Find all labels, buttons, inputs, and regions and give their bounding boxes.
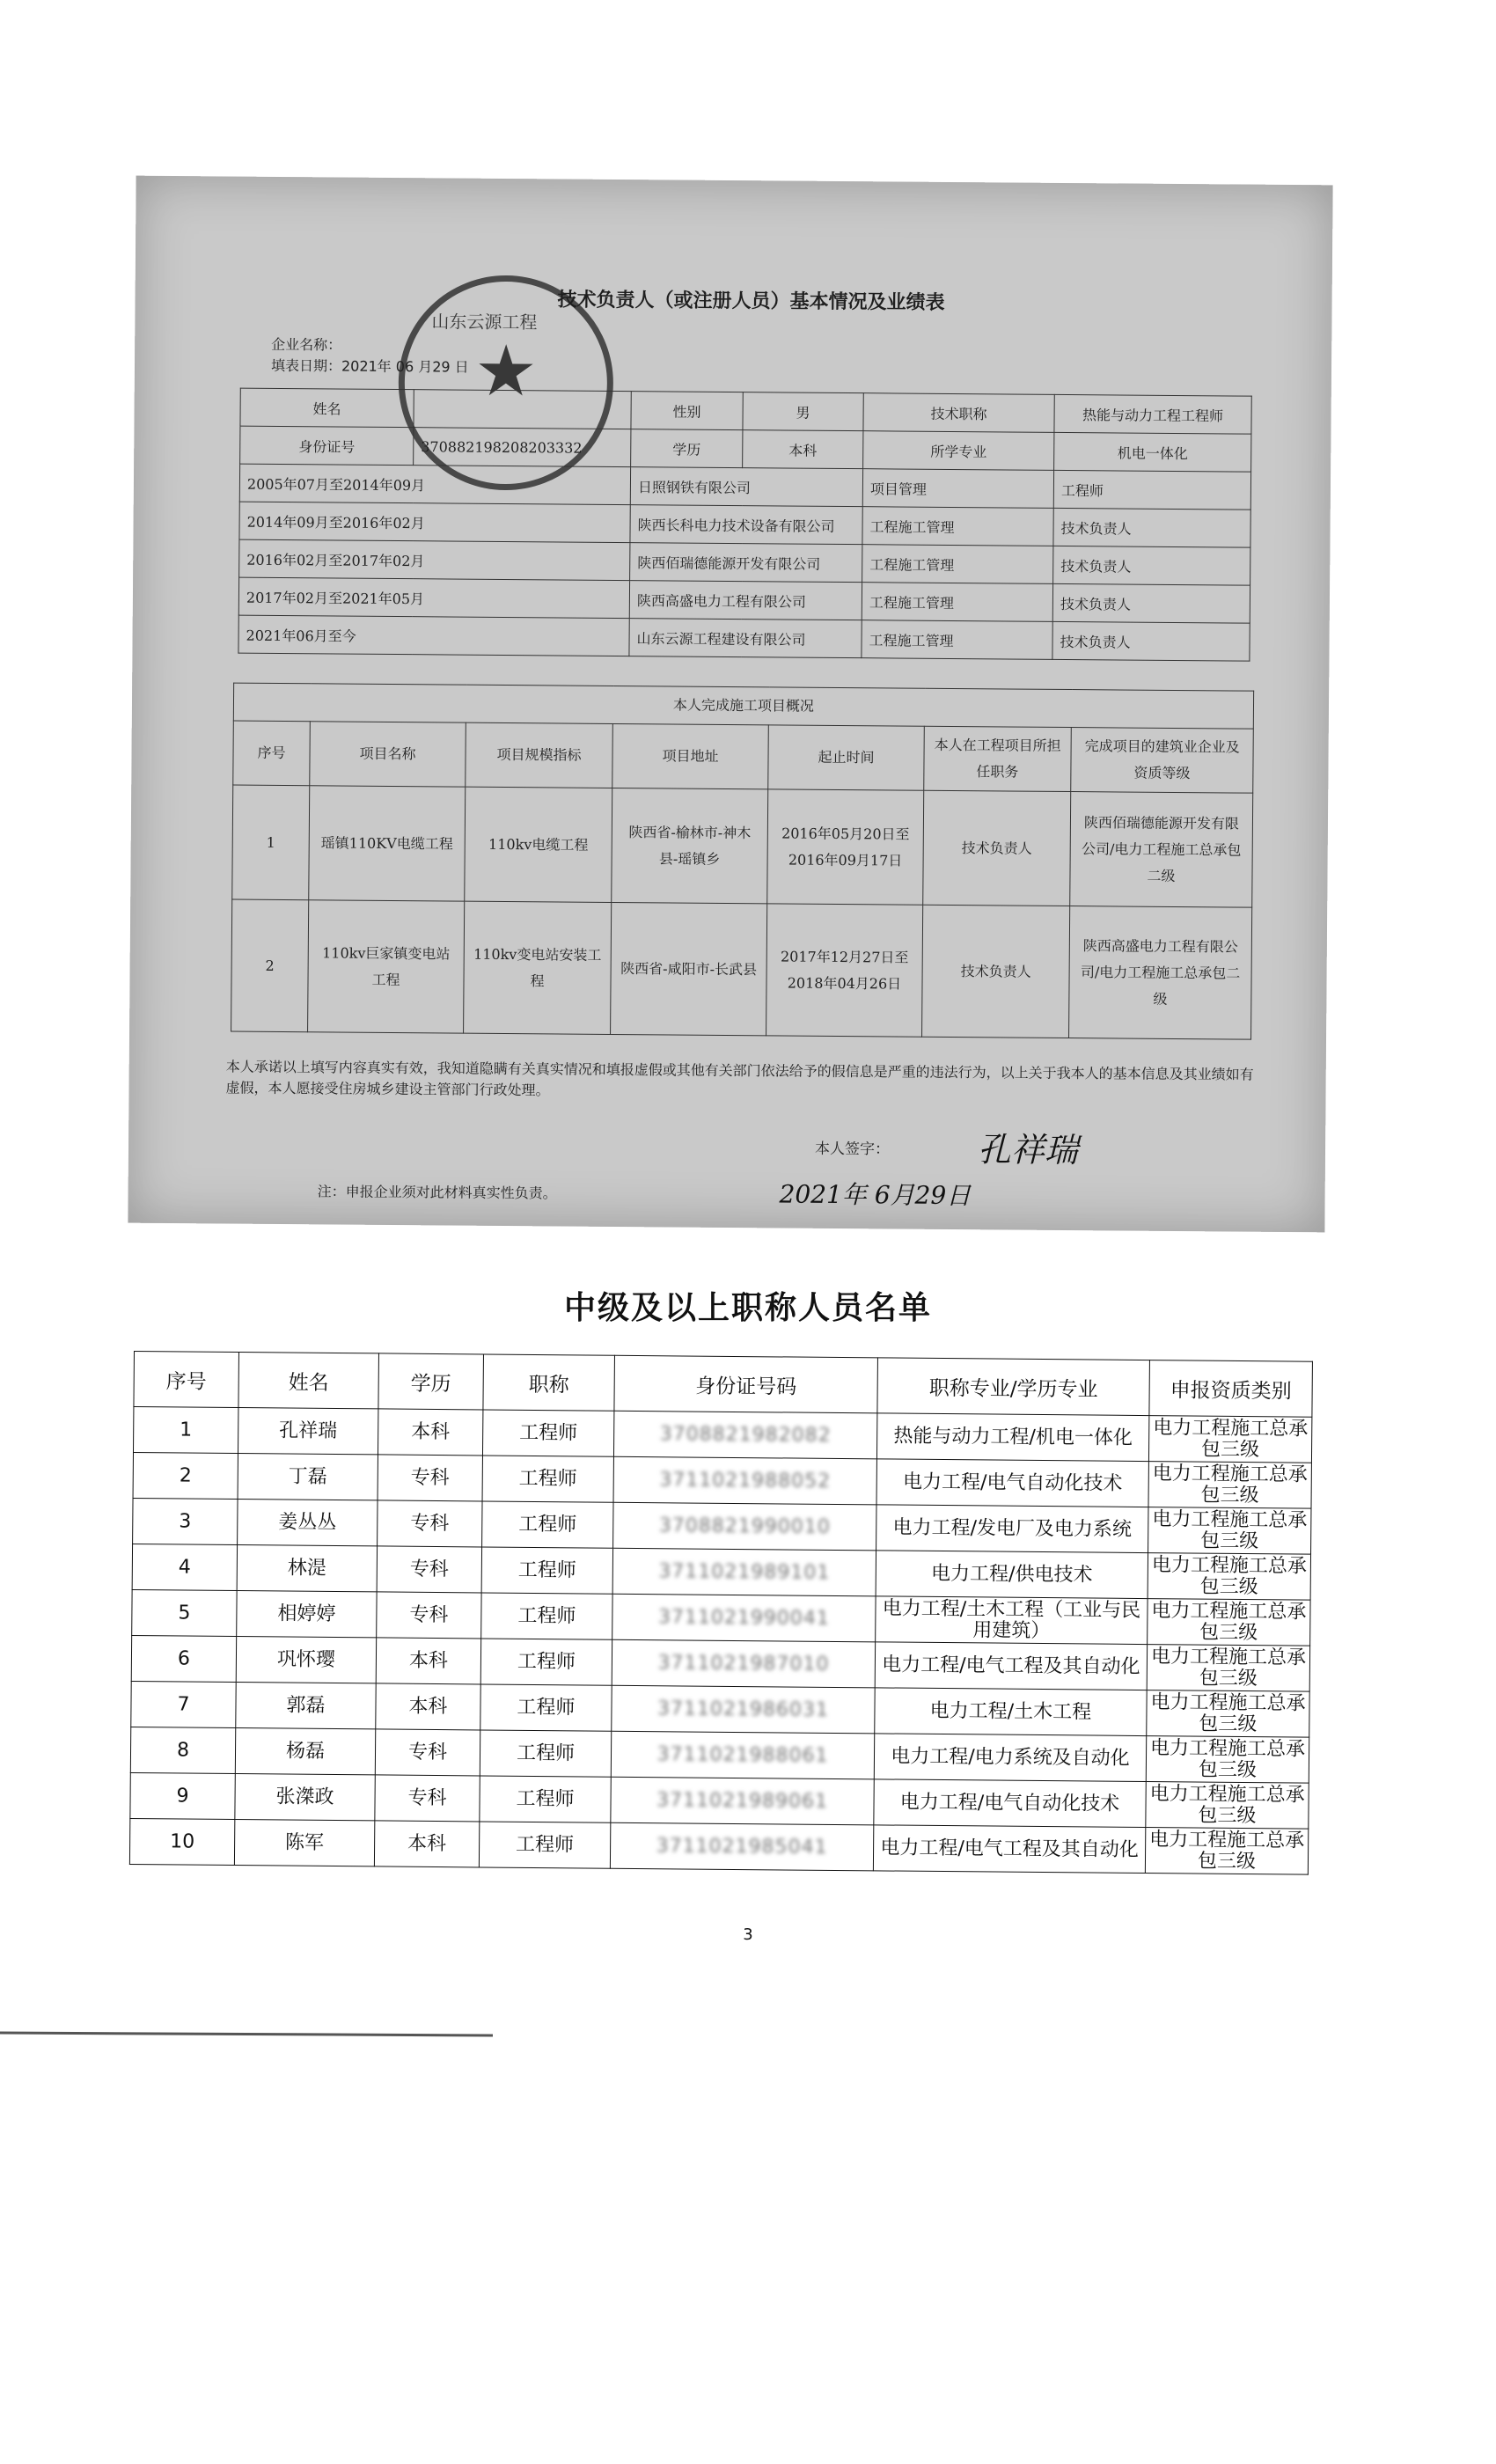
row-edu: 本科 [378,1409,482,1456]
title-label: 技术职称 [863,393,1054,433]
table-row [129,1818,1308,1874]
row-id-redacted: 3711021985041 [610,1822,873,1871]
name-label: 姓名 [240,388,414,428]
name-value [414,390,631,429]
major-label: 所学专业 [863,431,1054,471]
row-edu: 专科 [377,1592,481,1639]
row-edu: 本科 [374,1821,479,1867]
project-role: 技术负责人 [923,790,1071,906]
row-category: 电力工程施工总承包三级 [1145,1828,1308,1875]
row-title: 工程师 [482,1501,613,1548]
project-time: 2017年12月27日至2018年04月26日 [766,904,923,1037]
row-category: 电力工程施工总承包三级 [1148,1553,1310,1601]
career-company: 陕西佰瑞德能源开发有限公司 [630,543,862,583]
row-major: 热能与动力工程/机电一体化 [876,1413,1148,1462]
row-id-redacted: 3708821982082 [613,1411,876,1459]
col-header: 序号 [233,721,311,786]
col-header: 职称专业/学历专业 [877,1358,1150,1416]
header-row [134,1352,1312,1418]
project-name: 110kv巨家镇变电站工程 [308,900,465,1033]
project-scale: 110kv电缆工程 [465,787,612,902]
career-company: 陕西高盛电力工程有限公司 [629,581,862,620]
row-name: 孔祥瑞 [238,1408,378,1455]
row-major: 电力工程/电气工程及其自动化 [875,1642,1147,1690]
career-row [238,615,1250,661]
row-id-redacted: 3711021987010 [612,1639,875,1688]
row-major: 电力工程/电气自动化技术 [876,1459,1148,1507]
form-title: 技术负责人（或注册人员）基本情况及业绩表 [557,288,945,314]
footnote: 注：申报企业须对此材料真实性负责。 [317,1183,557,1202]
row-edu: 本科 [376,1638,480,1684]
row-title: 工程师 [481,1547,612,1594]
info-table [238,388,1251,662]
row-name: 陈军 [234,1820,374,1866]
col-header: 学历 [378,1353,484,1410]
row-id-redacted: 3708821990010 [613,1502,876,1551]
list-title: 中级及以上职称人员名单 [563,1290,932,1326]
project-role: 技术负责人 [922,905,1070,1038]
career-period: 2017年02月至2021年05月 [238,577,629,618]
edu-value: 本科 [743,430,863,469]
row-title: 工程师 [480,1730,611,1777]
row-name: 相婷婷 [237,1591,377,1638]
row-edu: 专科 [378,1455,482,1501]
row-title: 工程师 [482,1456,613,1502]
row-no: 8 [130,1727,235,1773]
row-no: 10 [129,1818,234,1865]
gender-label: 性别 [631,392,743,430]
row-name: 张滐政 [235,1774,375,1821]
id-value: 370882198208203332 [414,428,631,467]
career-dept: 项目管理 [862,469,1053,509]
career-dept: 工程施工管理 [862,507,1053,546]
col-header: 本人在工程项目所担任职务 [924,726,1072,791]
row-edu: 专科 [375,1729,480,1776]
row-id-redacted: 3711021990041 [612,1594,876,1642]
project-company: 陕西高盛电力工程有限公司/电力工程施工总承包二级 [1069,906,1252,1040]
row-major: 电力工程/发电厂及电力系统 [876,1505,1148,1553]
row-edu: 本科 [376,1683,480,1730]
project-no: 1 [232,785,310,900]
col-header: 序号 [134,1352,239,1408]
sign-date: 2021年 6月29日 [779,1179,972,1211]
career-role: 技术负责人 [1053,546,1250,585]
seal-star-icon: ★ [473,329,539,413]
row-category: 电力工程施工总承包三级 [1148,1462,1311,1509]
career-dept: 工程施工管理 [862,583,1052,622]
major-value: 机电一体化 [1054,432,1251,472]
row-name: 姜丛丛 [238,1500,378,1546]
row-category: 电力工程施工总承包三级 [1147,1645,1309,1692]
career-dept: 工程施工管理 [862,620,1052,660]
row-name: 巩怀璎 [236,1637,376,1683]
row-no: 6 [131,1635,236,1682]
row-category: 电力工程施工总承包三级 [1148,1599,1310,1646]
row-id-redacted: 3711021989101 [612,1548,876,1596]
row-name: 丁磊 [238,1454,378,1500]
career-period: 2021年06月至今 [238,615,629,656]
project-address: 陕西省-咸阳市-长武县 [611,902,767,1035]
career-company: 山东云源工程建设有限公司 [629,619,862,658]
col-header: 姓名 [238,1353,379,1409]
project-no: 2 [231,899,309,1032]
col-header: 申报资质类别 [1149,1360,1313,1418]
row-id-redacted: 3711021986031 [612,1685,875,1734]
pledge-text: 本人承诺以上填写内容真实有效，我知道隐瞒有关真实情况和填报虚假或其他有关部门依法给予的假信息是严重的违法行为，以上关于我本人的基本信息及其业绩如有虚假，本人愿接受住房城乡建设主管部门行政处理。 [225,1058,1254,1099]
col-header: 完成项目的建筑业企业及资质等级 [1071,728,1254,794]
row-category: 电力工程施工总承包三级 [1148,1507,1311,1555]
col-header: 项目规模指标 [466,722,613,788]
seal-text: 山东云源工程 [431,311,538,334]
row-category: 电力工程施工总承包三级 [1146,1736,1309,1784]
row-major: 电力工程/电力系统及自动化 [874,1734,1146,1782]
row-major: 电力工程/电气自动化技术 [874,1779,1146,1828]
row-title: 工程师 [481,1593,612,1639]
career-dept: 工程施工管理 [862,545,1053,584]
row-no: 3 [133,1498,238,1544]
title-value: 热能与动力工程工程师 [1054,394,1251,434]
career-role: 技术负责人 [1052,583,1250,623]
company-label: 企业名称： [271,335,342,354]
row-name: 林湜 [237,1545,377,1592]
career-period: 2016年02月至2017年02月 [239,539,630,580]
career-period: 2005年07月至2014年09月 [239,464,630,504]
row-title: 工程师 [482,1410,613,1456]
project-row [231,899,1252,1039]
career-role: 工程师 [1053,470,1250,510]
scan-edge-line [0,2032,493,2037]
row-no: 7 [131,1681,236,1727]
row-category: 电力工程施工总承包三级 [1146,1782,1309,1830]
fill-date: 填表日期：2021年 06 月29 日 [270,356,469,376]
row-title: 工程师 [479,1822,610,1868]
row-no: 9 [130,1772,235,1819]
project-row [232,785,1253,907]
col-header: 职称 [483,1354,615,1411]
project-name: 瑶镇110KV电缆工程 [309,786,466,901]
gender-value: 男 [743,392,863,431]
career-company: 日照钢铁有限公司 [630,467,862,507]
row-edu: 专科 [375,1775,480,1822]
row-category: 电力工程施工总承包三级 [1147,1690,1309,1738]
row-title: 工程师 [480,1776,611,1822]
page-number: 3 [743,1925,753,1944]
project-time: 2016年05月20日至2016年09月17日 [767,789,924,905]
row-name: 杨磊 [235,1728,375,1775]
career-company: 陕西长科电力技术设备有限公司 [630,505,862,545]
row-major: 电力工程/土木工程（工业与民用建筑） [876,1596,1148,1645]
row-no: 4 [132,1544,237,1590]
row-edu: 专科 [377,1546,481,1593]
staff-table [129,1351,1313,1875]
projects-header: 本人完成施工项目概况 [233,683,1253,729]
row-name: 郭磊 [236,1683,376,1729]
project-scale: 110kv变电站安装工程 [464,901,612,1034]
col-header: 项目名称 [310,722,466,787]
career-role: 技术负责人 [1053,508,1250,547]
sign-label: 本人签字： [814,1140,891,1159]
scanned-form [128,176,1332,1233]
row-category: 电力工程施工总承包三级 [1148,1416,1311,1463]
row-id-redacted: 3711021988061 [611,1731,874,1779]
row-id-redacted: 3711021989061 [611,1777,874,1825]
edu-label: 学历 [631,429,743,468]
career-role: 技术负责人 [1052,621,1250,661]
row-no: 2 [133,1453,238,1500]
project-address: 陕西省-榆林市-神木县-瑶镇乡 [612,788,768,903]
career-period: 2014年09月至2016年02月 [239,502,630,542]
row-no: 1 [133,1407,238,1454]
col-header: 起止时间 [768,725,925,790]
row-no: 5 [132,1589,237,1636]
id-label: 身份证号 [240,426,414,466]
col-header: 项目地址 [612,723,769,788]
row-title: 工程师 [480,1639,612,1685]
handwritten-signature: 孔祥瑞 [977,1130,1079,1170]
row-major: 电力工程/电气工程及其自动化 [873,1825,1145,1874]
row-major: 电力工程/供电技术 [876,1551,1148,1599]
row-id-redacted: 3711021988052 [613,1456,876,1505]
row-title: 工程师 [480,1684,612,1731]
col-header: 身份证号码 [614,1355,878,1413]
row-major: 电力工程/土木工程 [875,1688,1147,1736]
project-company: 陕西佰瑞德能源开发有限公司/电力工程施工总承包二级 [1070,792,1253,908]
row-edu: 专科 [378,1500,482,1547]
projects-table [231,683,1254,1040]
